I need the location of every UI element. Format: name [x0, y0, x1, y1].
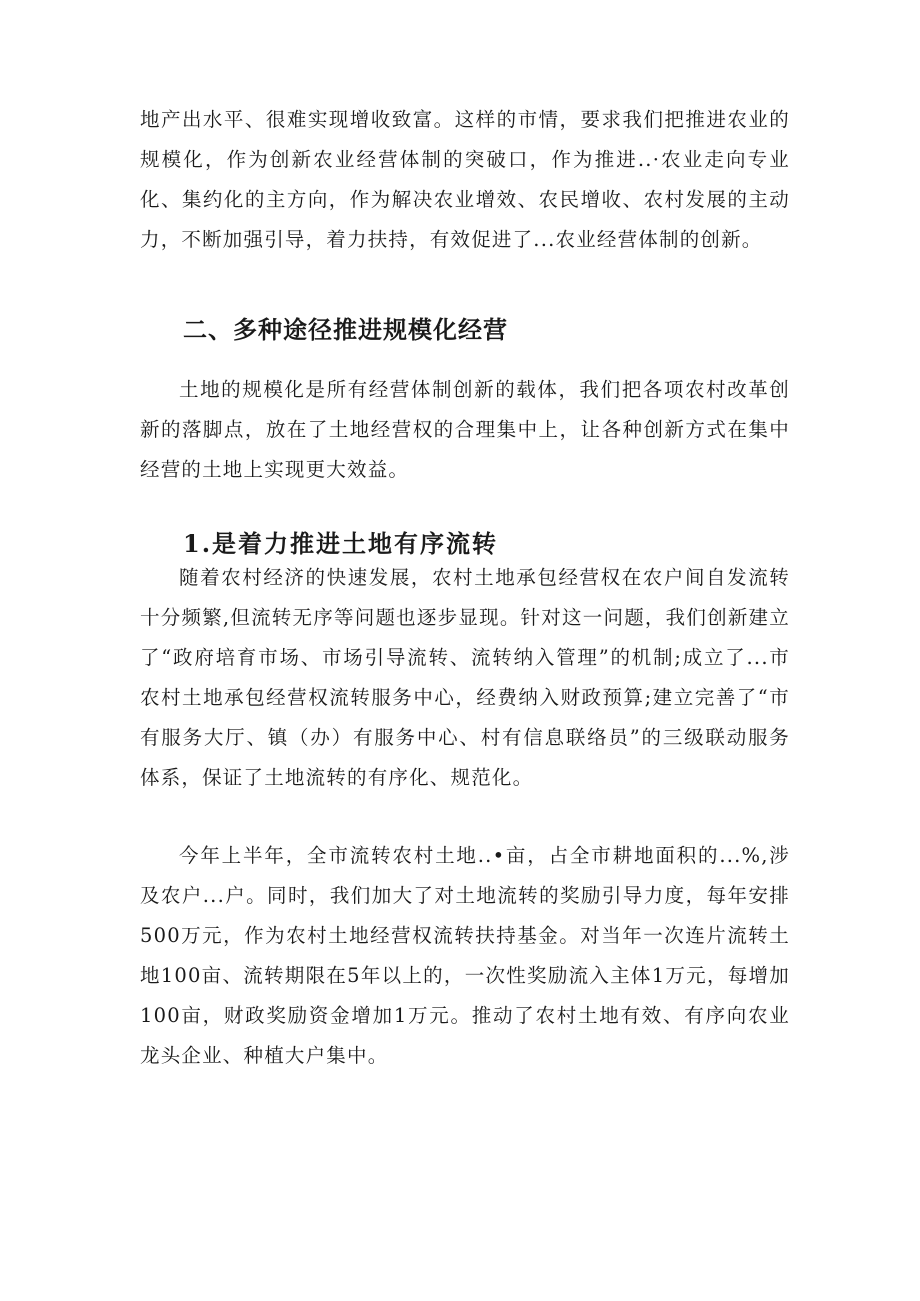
subsection-heading: 1.是着力推进土地有序流转 [183, 529, 499, 558]
paragraph-first-half-year: 今年上半年，全市流转农村土地..•亩，占全市耕地面积的...%,涉及农户...户。同时，我们加大了对土地流转的奖励引导力度，每年安排500万元，作为农村土地经营权流转扶持基金。对当年一次连片流转土地100亩、流转期限在5年以上的，一次性奖励流入主体1万元，每增加100亩，财政奖励资金增加1万元。推动了农村土地有效、有序向农业龙头企业、种植大户集中。 [140, 844, 790, 1067]
section-heading: 二、多种途径推进规模化经营 [183, 316, 508, 344]
paragraph-land-scale: 土地的规模化是所有经营体制创新的载体，我们把各项农村改革创新的落脚点，放在了土地经营权的合理集中上，让各种创新方式在集中经营的土地上实现更大效益。 [140, 378, 790, 481]
paragraph-intro: 地产出水平、很难实现增收致富。这样的市情，要求我们把推进农业的规模化，作为创新农业经营体制的突破口，作为推进..·农业走向专业化、集约化的主方向，作为解决农业增效、农民增收、农村发展的主动力，不断加强引导，着力扶持，有效促进了...农业经营体制的创新。 [140, 108, 790, 251]
paragraph-land-transfer: 随着农村经济的快速发展，农村土地承包经营权在农户间自发流转十分频繁,但流转无序等问题也逐步显现。针对这一问题，我们创新建立了“政府培育市场、市场引导流转、流转纳入管理”的机制;成立了...市农村土地承包经营权流转服务中心，经费纳入财政预算;建立完善了“市有服务大厅、镇（办）有服务中心、村有信息联络员”的三级联动服务体系，保证了土地流转的有序化、规范化。 [140, 566, 790, 789]
